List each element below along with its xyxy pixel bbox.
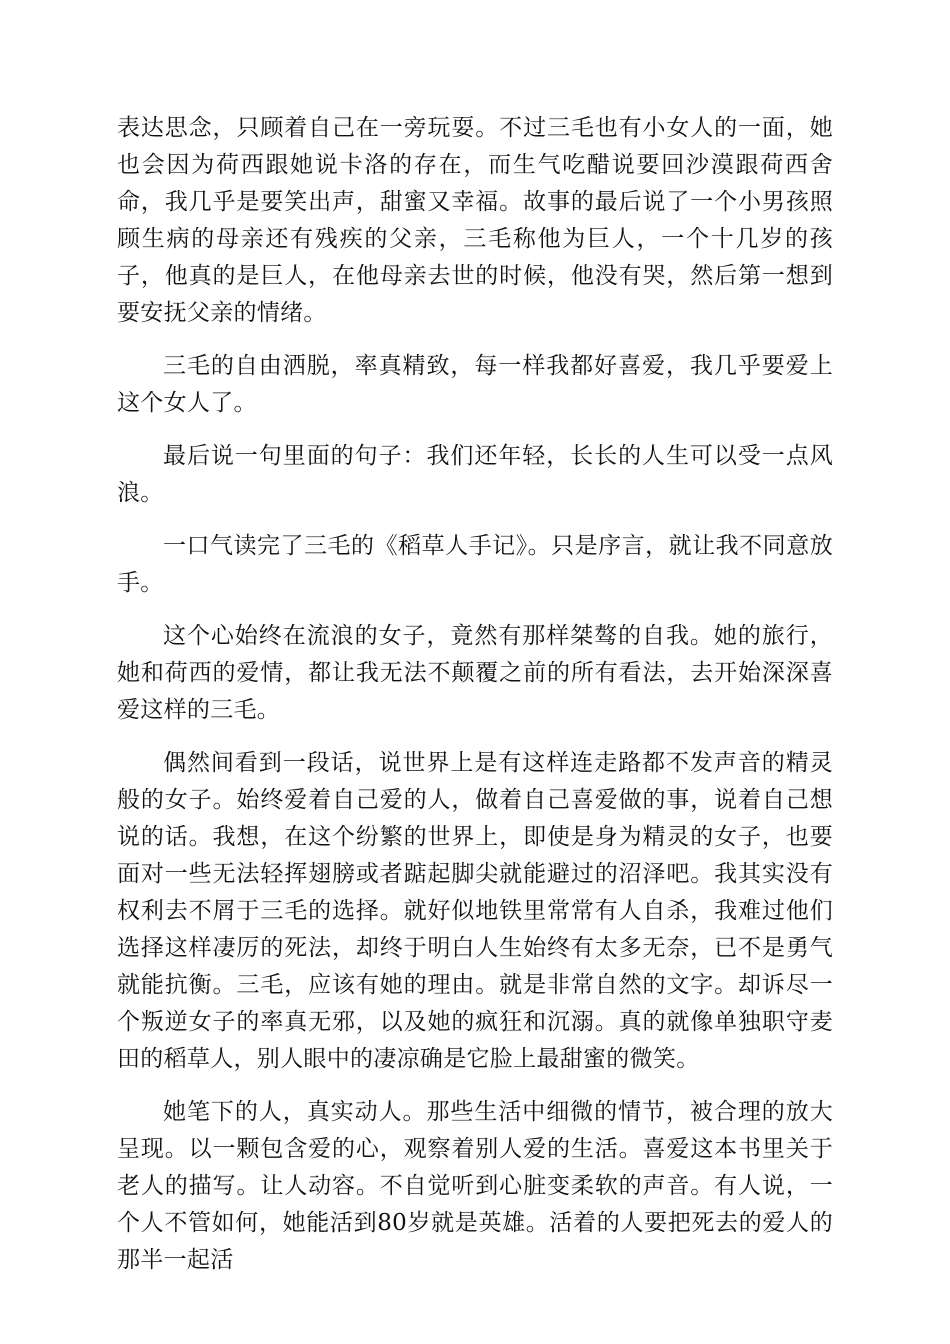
paragraph: 三毛的自由洒脱，率真精致，每一样我都好喜爱，我几乎要爱上这个女人了。 xyxy=(117,353,833,416)
paragraph-continuation: 表达思念，只顾着自己在一旁玩耍。不过三毛也有小女人的一面，她也会因为荷西跟她说卡洛的存在，而生气吃醋说要回沙漠跟荷西舍命，我几乎是要笑出声，甜蜜又幸福。故事的最后说了一个小男孩照顾生病的母亲还有残疾的父亲，三毛称他为巨人，一个十几岁的孩子，他真的是巨人，在他母亲去世的时候，他没有哭，然后第一想到要安抚父亲的情绪。 xyxy=(117,115,833,326)
document-page xyxy=(117,110,833,1295)
paragraph: 最后说一句里面的句子：我们还年轻，长长的人生可以受一点风浪。 xyxy=(117,443,833,506)
paragraph: 偶然间看到一段话，说世界上是有这样连走路都不发声音的精灵般的女子。始终爱着自己爱的人，做着自己喜爱做的事，说着自己想说的话。我想，在这个纷繁的世界上，即使是身为精灵的女子，也要面对一些无法轻挥翅膀或者踮起脚尖就能避过的沼泽吧。我其实没有权利去不屑于三毛的选择。就好似地铁里常常有人自杀，我难过他们选择这样凄厉的死法，却终于明白人生始终有太多无奈，已不是勇气就能抗衡。三毛，应该有她的理由。就是非常自然的文字。却诉尽一个叛逆女子的率真无邪，以及她的疯狂和沉溺。真的就像单独职守麦田的稻草人，别人眼中的凄凉确是它脸上最甜蜜的微笑。 xyxy=(117,750,833,1072)
paragraph: 一口气读完了三毛的《稻草人手记》。只是序言，就让我不同意放手。 xyxy=(117,533,833,596)
paragraph: 这个心始终在流浪的女子，竟然有那样桀骜的自我。她的旅行，她和荷西的爱情，都让我无法不颠覆之前的所有看法，去开始深深喜爱这样的三毛。 xyxy=(117,623,833,723)
paragraph: 她笔下的人，真实动人。那些生活中细微的情节，被合理的放大呈现。以一颗包含爱的心，观察着别人爱的生活。喜爱这本书里关于老人的描写。让人动容。不自觉听到心脏变柔软的声音。有人说，一个人不管如何，她能活到80岁就是英雄。活着的人要把死去的爱人的那半一起活 xyxy=(117,1099,833,1273)
